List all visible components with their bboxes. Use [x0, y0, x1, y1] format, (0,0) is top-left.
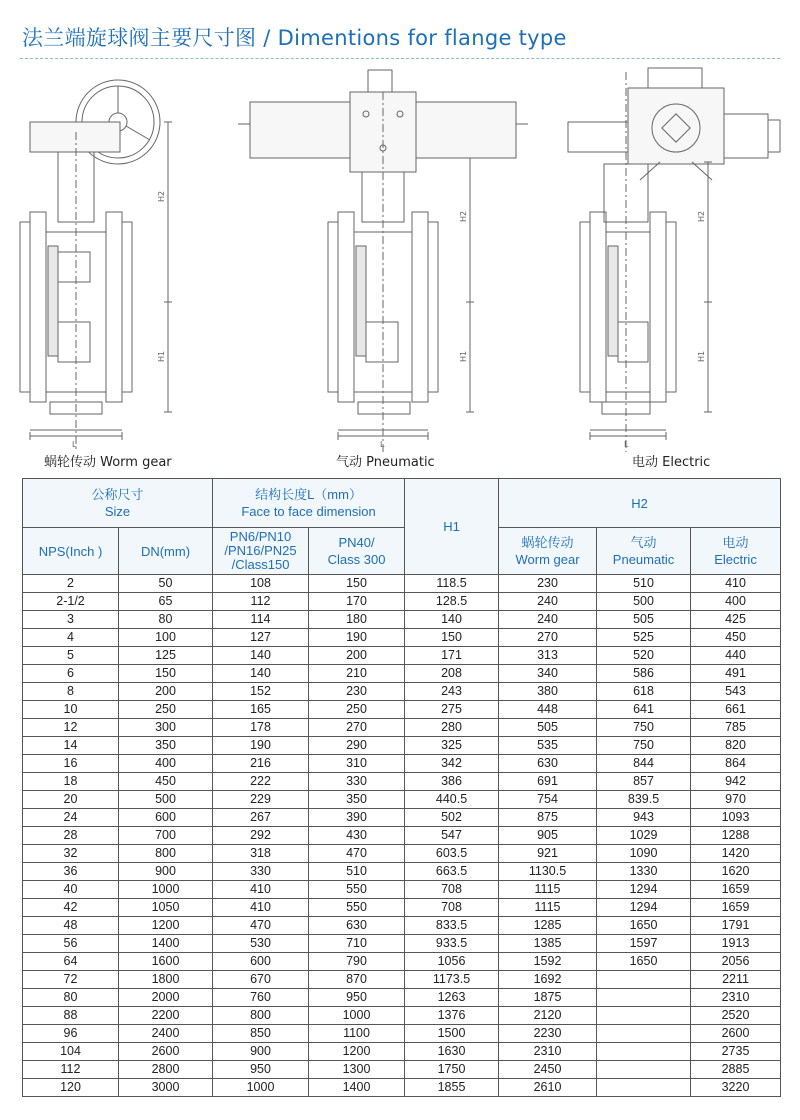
table-cell: 505 — [597, 611, 691, 629]
table-cell: 42 — [23, 899, 119, 917]
table-cell: 820 — [691, 737, 781, 755]
table-cell: 48 — [23, 917, 119, 935]
table-cell: 510 — [597, 575, 691, 593]
table-row — [23, 809, 781, 827]
table-cell: 1130.5 — [499, 863, 597, 881]
table-cell: 72 — [23, 971, 119, 989]
table-cell: 1592 — [499, 953, 597, 971]
table-cell: 630 — [499, 755, 597, 773]
table-cell: 2 — [23, 575, 119, 593]
table-cell: 708 — [405, 899, 499, 917]
table-cell: 1400 — [309, 1079, 405, 1097]
table-cell: 104 — [23, 1043, 119, 1061]
worm-h1-dim: H1 — [157, 350, 166, 362]
table-row — [23, 1043, 781, 1061]
table-cell: 933.5 — [405, 935, 499, 953]
page-title: 法兰端旋球阀主要尺寸图 / Dimentions for flange type — [22, 26, 567, 50]
table-row — [23, 827, 781, 845]
table-cell: 400 — [691, 593, 781, 611]
table-cell: 510 — [309, 863, 405, 881]
table-cell: 2230 — [499, 1025, 597, 1043]
table-cell: 270 — [309, 719, 405, 737]
table-cell: 64 — [23, 953, 119, 971]
table-cell: 470 — [213, 917, 309, 935]
table-cell: 2600 — [119, 1043, 213, 1061]
table-cell: 2200 — [119, 1007, 213, 1025]
table-cell: 112 — [213, 593, 309, 611]
pneumatic-l-dim: L — [380, 440, 385, 449]
table-cell: 790 — [309, 953, 405, 971]
table-row — [23, 737, 781, 755]
table-cell: 120 — [23, 1079, 119, 1097]
table-cell: 1300 — [309, 1061, 405, 1079]
table-cell: 450 — [119, 773, 213, 791]
table-cell: 1029 — [597, 827, 691, 845]
table-cell: 1650 — [597, 953, 691, 971]
table-cell: 152 — [213, 683, 309, 701]
table-cell: 663.5 — [405, 863, 499, 881]
table-cell: 440.5 — [405, 791, 499, 809]
table-cell: 24 — [23, 809, 119, 827]
table-cell: 18 — [23, 773, 119, 791]
table-cell: 425 — [691, 611, 781, 629]
table-cell: 125 — [119, 647, 213, 665]
table-cell: 350 — [119, 737, 213, 755]
table-cell: 313 — [499, 647, 597, 665]
table-cell: 2800 — [119, 1061, 213, 1079]
table-cell: 250 — [119, 701, 213, 719]
table-cell: 2400 — [119, 1025, 213, 1043]
table-cell: 1376 — [405, 1007, 499, 1025]
table-cell: 543 — [691, 683, 781, 701]
table-cell: 1050 — [119, 899, 213, 917]
table-cell: 342 — [405, 755, 499, 773]
table-row — [23, 593, 781, 611]
table-cell: 630 — [309, 917, 405, 935]
table-row — [23, 701, 781, 719]
size-header: 公称尺寸 Size — [23, 479, 213, 528]
table-cell: 1875 — [499, 989, 597, 1007]
table-cell: 600 — [213, 953, 309, 971]
table-cell: 661 — [691, 701, 781, 719]
table-cell: 16 — [23, 755, 119, 773]
table-cell: 190 — [213, 737, 309, 755]
table-cell: 400 — [119, 755, 213, 773]
table-cell: 3000 — [119, 1079, 213, 1097]
table-cell — [597, 1007, 691, 1025]
table-cell: 750 — [597, 719, 691, 737]
table-cell: 50 — [119, 575, 213, 593]
table-cell: 140 — [405, 611, 499, 629]
table-cell: 857 — [597, 773, 691, 791]
table-cell: 200 — [309, 647, 405, 665]
table-cell: 330 — [309, 773, 405, 791]
table-cell: 410 — [691, 575, 781, 593]
table-cell: 150 — [309, 575, 405, 593]
table-cell: 1692 — [499, 971, 597, 989]
pneumatic-h1-dim: H1 — [459, 350, 468, 362]
table-row — [23, 989, 781, 1007]
table-cell: 229 — [213, 791, 309, 809]
table-cell: 535 — [499, 737, 597, 755]
electric-h1-dim: H1 — [697, 350, 706, 362]
table-cell — [597, 1043, 691, 1061]
table-cell: 1620 — [691, 863, 781, 881]
table-cell: 1115 — [499, 899, 597, 917]
table-cell: 754 — [499, 791, 597, 809]
table-row — [23, 845, 781, 863]
electric-valve-drawing — [568, 68, 780, 452]
table-cell — [597, 1061, 691, 1079]
table-row — [23, 917, 781, 935]
table-row — [23, 971, 781, 989]
table-cell: 844 — [597, 755, 691, 773]
table-cell: 800 — [213, 1007, 309, 1025]
table-cell: 691 — [499, 773, 597, 791]
table-cell: 330 — [213, 863, 309, 881]
table-cell: 760 — [213, 989, 309, 1007]
table-cell: 1630 — [405, 1043, 499, 1061]
table-cell: 275 — [405, 701, 499, 719]
valve-drawings — [0, 62, 800, 472]
table-cell: 10 — [23, 701, 119, 719]
table-cell: 2520 — [691, 1007, 781, 1025]
table-cell: 2610 — [499, 1079, 597, 1097]
face-to-face-header: 结构长度L（mm） Face to face dimension — [213, 479, 405, 528]
table-cell: 470 — [309, 845, 405, 863]
table-row — [23, 935, 781, 953]
table-cell: 450 — [691, 629, 781, 647]
table-cell: 525 — [597, 629, 691, 647]
table-cell: 1659 — [691, 881, 781, 899]
table-cell: 4 — [23, 629, 119, 647]
table-cell: 875 — [499, 809, 597, 827]
table-cell: 1600 — [119, 953, 213, 971]
table-cell: 2-1/2 — [23, 593, 119, 611]
table-cell: 170 — [309, 593, 405, 611]
table-cell: 2310 — [691, 989, 781, 1007]
table-cell: 1000 — [119, 881, 213, 899]
table-row — [23, 575, 781, 593]
table-cell: 1400 — [119, 935, 213, 953]
pn-low-header: PN6/PN10 /PN16/PN25 /Class150 — [213, 528, 309, 575]
table-cell: 20 — [23, 791, 119, 809]
table-cell: 785 — [691, 719, 781, 737]
table-cell: 1093 — [691, 809, 781, 827]
table-cell: 1090 — [597, 845, 691, 863]
table-cell: 3220 — [691, 1079, 781, 1097]
worm-h2-dim: H2 — [157, 190, 166, 202]
table-row — [23, 1061, 781, 1079]
table-cell: 1913 — [691, 935, 781, 953]
table-cell: 586 — [597, 665, 691, 683]
table-cell — [597, 1079, 691, 1097]
table-cell: 2000 — [119, 989, 213, 1007]
table-cell: 1263 — [405, 989, 499, 1007]
table-cell: 950 — [309, 989, 405, 1007]
table-cell: 1200 — [309, 1043, 405, 1061]
table-row — [23, 683, 781, 701]
h2-header: H2 — [499, 479, 781, 528]
table-cell: 140 — [213, 665, 309, 683]
table-cell: 547 — [405, 827, 499, 845]
table-cell: 2211 — [691, 971, 781, 989]
table-cell: 550 — [309, 881, 405, 899]
table-cell: 2735 — [691, 1043, 781, 1061]
table-cell: 80 — [119, 611, 213, 629]
table-cell: 1650 — [597, 917, 691, 935]
table-row — [23, 1007, 781, 1025]
table-cell: 1294 — [597, 881, 691, 899]
table-cell: 900 — [213, 1043, 309, 1061]
table-cell: 750 — [597, 737, 691, 755]
table-cell: 1288 — [691, 827, 781, 845]
table-cell: 318 — [213, 845, 309, 863]
table-cell: 1173.5 — [405, 971, 499, 989]
table-cell: 1791 — [691, 917, 781, 935]
electric-caption: 电动 Electric — [632, 455, 711, 470]
table-cell: 1500 — [405, 1025, 499, 1043]
table-cell: 3 — [23, 611, 119, 629]
table-cell: 12 — [23, 719, 119, 737]
table-cell: 380 — [499, 683, 597, 701]
table-cell: 280 — [405, 719, 499, 737]
table-cell: 1115 — [499, 881, 597, 899]
table-cell: 150 — [119, 665, 213, 683]
table-cell: 28 — [23, 827, 119, 845]
table-cell: 1659 — [691, 899, 781, 917]
pneumatic-caption: 气动 Pneumatic — [336, 455, 435, 470]
table-cell: 1000 — [213, 1079, 309, 1097]
table-row — [23, 629, 781, 647]
table-cell: 340 — [499, 665, 597, 683]
table-cell: 290 — [309, 737, 405, 755]
table-cell: 1800 — [119, 971, 213, 989]
table-cell: 140 — [213, 647, 309, 665]
electric-h2-dim: H2 — [697, 210, 706, 222]
table-cell: 230 — [309, 683, 405, 701]
table-cell: 1597 — [597, 935, 691, 953]
table-cell: 165 — [213, 701, 309, 719]
table-cell: 36 — [23, 863, 119, 881]
table-cell: 6 — [23, 665, 119, 683]
table-cell: 2600 — [691, 1025, 781, 1043]
worm-gear-valve-drawing — [20, 80, 172, 452]
table-cell: 905 — [499, 827, 597, 845]
table-cell: 850 — [213, 1025, 309, 1043]
table-row — [23, 863, 781, 881]
nps-header: NPS(Inch ) — [23, 528, 119, 575]
table-cell: 300 — [119, 719, 213, 737]
table-cell: 325 — [405, 737, 499, 755]
table-cell: 5 — [23, 647, 119, 665]
table-cell: 1330 — [597, 863, 691, 881]
table-cell: 150 — [405, 629, 499, 647]
pneumatic-h2-dim: H2 — [459, 210, 468, 222]
table-cell — [597, 971, 691, 989]
pn-high-header: PN40/ Class 300 — [309, 528, 405, 575]
table-cell: 127 — [213, 629, 309, 647]
table-row — [23, 1025, 781, 1043]
table-cell: 520 — [597, 647, 691, 665]
table-cell: 410 — [213, 899, 309, 917]
table-cell: 921 — [499, 845, 597, 863]
dimensions-table — [22, 478, 781, 1097]
electric-header: 电动 Electric — [691, 528, 781, 575]
table-cell: 243 — [405, 683, 499, 701]
table-cell: 530 — [213, 935, 309, 953]
table-cell: 1855 — [405, 1079, 499, 1097]
table-body — [23, 575, 781, 1097]
worm-l-dim: L — [72, 440, 77, 449]
h1-header: H1 — [405, 479, 499, 575]
table-cell: 208 — [405, 665, 499, 683]
table-cell: 600 — [119, 809, 213, 827]
table-row — [23, 881, 781, 899]
table-cell: 32 — [23, 845, 119, 863]
table-cell: 710 — [309, 935, 405, 953]
table-cell: 670 — [213, 971, 309, 989]
table-row — [23, 755, 781, 773]
table-cell: 65 — [119, 593, 213, 611]
table-cell: 550 — [309, 899, 405, 917]
table-cell: 128.5 — [405, 593, 499, 611]
table-cell: 222 — [213, 773, 309, 791]
table-cell: 8 — [23, 683, 119, 701]
table-cell: 500 — [597, 593, 691, 611]
table-cell: 1000 — [309, 1007, 405, 1025]
table-cell: 386 — [405, 773, 499, 791]
table-cell: 641 — [597, 701, 691, 719]
table-cell: 448 — [499, 701, 597, 719]
table-cell: 56 — [23, 935, 119, 953]
table-cell: 410 — [213, 881, 309, 899]
table-cell: 1385 — [499, 935, 597, 953]
table-row — [23, 773, 781, 791]
table-cell: 1056 — [405, 953, 499, 971]
table-row — [23, 1079, 781, 1097]
table-cell: 112 — [23, 1061, 119, 1079]
table-cell: 440 — [691, 647, 781, 665]
table-cell: 180 — [309, 611, 405, 629]
table-cell: 800 — [119, 845, 213, 863]
pneumatic-valve-drawing — [238, 70, 528, 452]
table-row — [23, 899, 781, 917]
table-cell: 350 — [309, 791, 405, 809]
table-cell: 505 — [499, 719, 597, 737]
table-cell: 14 — [23, 737, 119, 755]
table-cell: 1294 — [597, 899, 691, 917]
table-cell: 80 — [23, 989, 119, 1007]
table-cell: 708 — [405, 881, 499, 899]
table-row — [23, 953, 781, 971]
table-cell: 2120 — [499, 1007, 597, 1025]
table-row — [23, 719, 781, 737]
table-cell: 310 — [309, 755, 405, 773]
table-cell: 603.5 — [405, 845, 499, 863]
table-cell: 833.5 — [405, 917, 499, 935]
table-cell: 108 — [213, 575, 309, 593]
table-cell: 100 — [119, 629, 213, 647]
table-cell: 1420 — [691, 845, 781, 863]
table-cell: 88 — [23, 1007, 119, 1025]
table-cell: 700 — [119, 827, 213, 845]
table-cell: 200 — [119, 683, 213, 701]
table-cell — [597, 989, 691, 1007]
table-row — [23, 791, 781, 809]
table-cell: 96 — [23, 1025, 119, 1043]
table-cell: 1200 — [119, 917, 213, 935]
table-cell: 430 — [309, 827, 405, 845]
table-cell: 942 — [691, 773, 781, 791]
table-cell: 270 — [499, 629, 597, 647]
table-cell: 943 — [597, 809, 691, 827]
worm-gear-header: 蜗轮传动 Worm gear — [499, 528, 597, 575]
table-cell: 2310 — [499, 1043, 597, 1061]
table-cell: 839.5 — [597, 791, 691, 809]
table-cell: 2885 — [691, 1061, 781, 1079]
table-cell: 500 — [119, 791, 213, 809]
table-row — [23, 647, 781, 665]
table-cell: 114 — [213, 611, 309, 629]
table-cell: 900 — [119, 863, 213, 881]
table-cell: 216 — [213, 755, 309, 773]
table-cell — [597, 1025, 691, 1043]
table-cell: 40 — [23, 881, 119, 899]
electric-l-dim: L — [624, 440, 629, 449]
table-cell: 250 — [309, 701, 405, 719]
table-cell: 618 — [597, 683, 691, 701]
table-cell: 970 — [691, 791, 781, 809]
table-cell: 491 — [691, 665, 781, 683]
table-cell: 1285 — [499, 917, 597, 935]
table-cell: 864 — [691, 755, 781, 773]
table-cell: 118.5 — [405, 575, 499, 593]
worm-gear-caption: 蜗轮传动 Worm gear — [44, 455, 172, 470]
title-divider — [20, 58, 780, 59]
table-cell: 292 — [213, 827, 309, 845]
table-cell: 178 — [213, 719, 309, 737]
table-cell: 267 — [213, 809, 309, 827]
table-cell: 1750 — [405, 1061, 499, 1079]
dn-header: DN(mm) — [119, 528, 213, 575]
table-cell: 240 — [499, 611, 597, 629]
table-cell: 190 — [309, 629, 405, 647]
pneumatic-header: 气动 Pneumatic — [597, 528, 691, 575]
table-cell: 2056 — [691, 953, 781, 971]
table-cell: 230 — [499, 575, 597, 593]
table-row — [23, 611, 781, 629]
table-cell: 240 — [499, 593, 597, 611]
table-cell: 171 — [405, 647, 499, 665]
table-cell: 390 — [309, 809, 405, 827]
table-cell: 950 — [213, 1061, 309, 1079]
table-cell: 210 — [309, 665, 405, 683]
table-row — [23, 665, 781, 683]
table-cell: 2450 — [499, 1061, 597, 1079]
table-cell: 1100 — [309, 1025, 405, 1043]
table-cell: 870 — [309, 971, 405, 989]
table-cell: 502 — [405, 809, 499, 827]
